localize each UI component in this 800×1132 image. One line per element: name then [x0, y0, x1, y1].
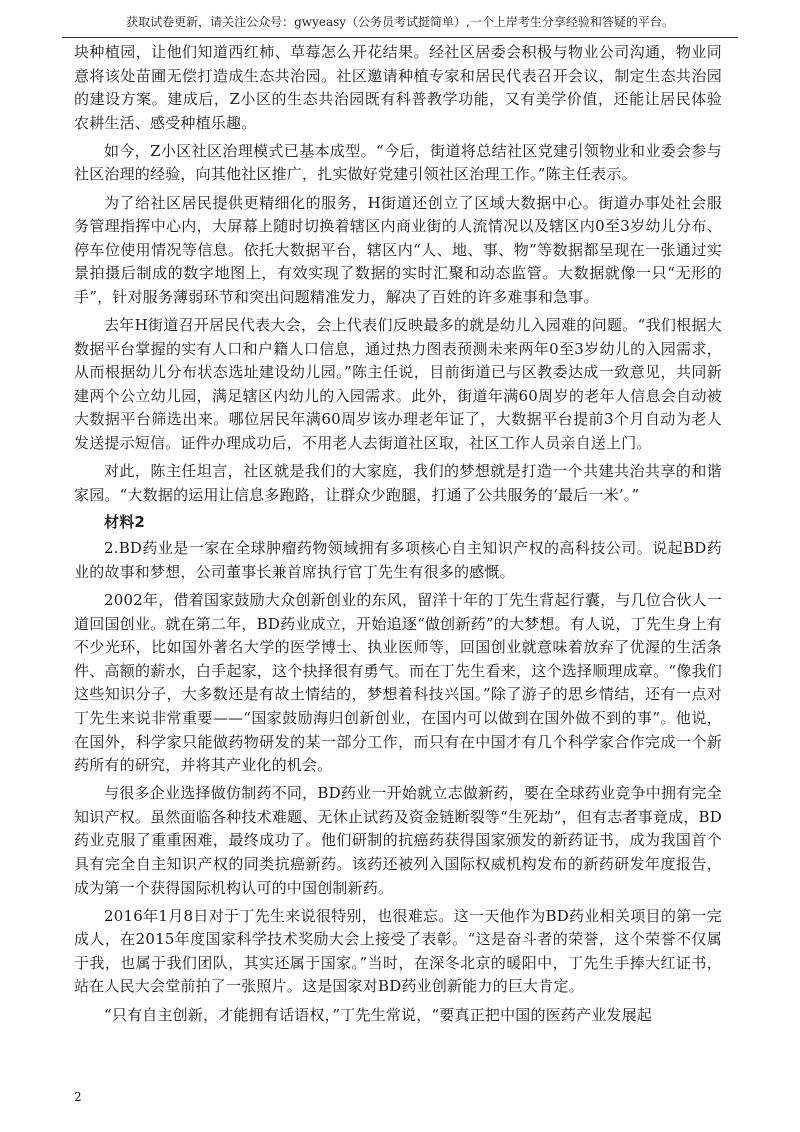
page-header: 获取试卷更新，请关注公众号：gwyeasy（公务员考试挺简单）,一个上岸考生分享经验和答疑的平台。	[62, 14, 738, 38]
paragraph: 2016年1月8日对于丁先生来说很特别，也很难忘。这一天他作为BD药业相关项目的第一完成人，在2015年度国家科学技术奖励大会上接受了表彰。“这是奋斗者的荣誉，这个荣誉不仅属于我，也属于我们团队，其实还属于国家。”当时，在深冬北京的暖阳中，丁先生手捧大红证书，站在人民大会堂前拍了一张照片。这是国家对BD药业创新能力的巨大肯定。	[74, 906, 722, 996]
paragraph: 对此，陈主任坦言，社区就是我们的大家庭，我们的梦想就是打造一个共建共治共享的和谐家园。“大数据的运用让信息多跑路，让群众少跑腿，打通了公共服务的‘最后一米’。”	[74, 462, 722, 504]
paragraph: 如今，Z小区社区治理模式已基本成型。“今后，街道将总结社区党建引领物业和业委会参与社区治理的经验，向其他社区推广，扎实做好党建引领社区治理工作。”陈主任表示。	[74, 141, 722, 184]
document-body	[74, 41, 722, 1027]
paragraph: “只有自主创新，才能拥有话语权，”丁先生常说，“要真正把中国的医药产业发展起	[104, 1005, 653, 1024]
paragraph: 块种植园，让他们知道西红柿、草莓怎么开花结果。经社区居委会积极与物业公司沟通，物业同意将该处苗圃无偿打造成生态共治园。社区邀请种植专家和居民代表召开会议，制定生态共治园的建设方案。建成后，Z小区的生态共治园既有科普教学功能，又有美学价值，还能让居民体验农耕生活、感受种植乐趣。	[74, 43, 722, 132]
paragraph: 2002年，借着国家鼓励大众创新创业的东风，留洋十年的丁先生背起行囊，与几位合伙人一道回国创业。就在第二年，BD药业成立，开始追逐“做创新药”的大梦想。有人说，丁先生身上有不少光环，比如国外著名大学的医学博士、执业医师等，回国创业就意味着放弃了优渥的生活条件、高额的薪水，白手起家，这个抉择很有勇气。而在丁先生看来，这个选择顺理成章。“像我们这些知识分子，大多数还是有故土情结的，梦想着科技兴国。”除了游子的思乡情结，还有一点对丁先生来说非常重要——“国家鼓励海归创新创业，在国内可以做到在国外做不到的事”。他说，在国外，科学家只能做药物研发的某一部分工作，而只有在中国才有几个科学家合作完成一个新药所有的研究，并将其产业化的机会。	[74, 590, 722, 775]
paragraph: 为了给社区居民提供更精细化的服务，H街道还创立了区域大数据中心。街道办事处社会服务管理指挥中心内，大屏幕上随时切换着辖区内商业街的人流情况以及辖区内0至3岁幼儿分布、停车位使用情况等信息。依托大数据平台，辖区内“人、地、事、物”等数据都呈现在一张通过实景拍摄后制成的数字地图上，有效实现了数据的实时汇聚和动态监管。大数据就像一只“无形的手”，针对服务薄弱环节和突出问题精准发力，解决了百姓的许多难事和急事。	[74, 193, 722, 306]
page-number: 2	[74, 1090, 82, 1104]
paragraph: 2.BD药业是一家在全球肿瘤药物领域拥有多项核心自主知识产权的高科技公司。说起BD药业的故事和梦想，公司董事长兼首席执行官丁先生有很多的感慨。	[74, 539, 722, 581]
paragraph: 与很多企业选择做仿制药不同，BD药业一开始就立志做新药，要在全球药业竞争中拥有完全知识产权。虽然面临各种技术难题、无休止试药及资金链断裂等“生死劫”，但有志者事竟成，BD药业克服了重重困难，最终成功了。他们研制的抗癌药获得国家颁发的新药证书，成为我国首个具有完全自主知识产权的同类抗癌新药。该药还被列入国际权威机构发布的新药研发年度报告，成为第一个获得国际机构认可的中国创制新药。	[74, 784, 722, 897]
paragraph: 去年H街道召开居民代表大会，会上代表们反映最多的就是幼儿入园难的问题。“我们根据大数据平台掌握的实有人口和户籍人口信息，通过热力图表预测未来两年0至3岁幼儿的入园需求，从而根据幼儿分布状态选址建设幼儿园。”陈主任说，目前街道已与区教委达成一致意见，共同新建两个公立幼儿园，满足辖区内幼儿的入园需求。此外，街道年满60周岁的老年人信息会自动被大数据平台筛选出来。哪位居民年满60周岁该办理老年证了，大数据平台提前3个月自动为老人发送提示短信。证件办理成功后，不用老人去街道社区取，社区工作人员亲自送上门。	[74, 316, 722, 452]
section-title: 材料2	[104, 513, 146, 532]
